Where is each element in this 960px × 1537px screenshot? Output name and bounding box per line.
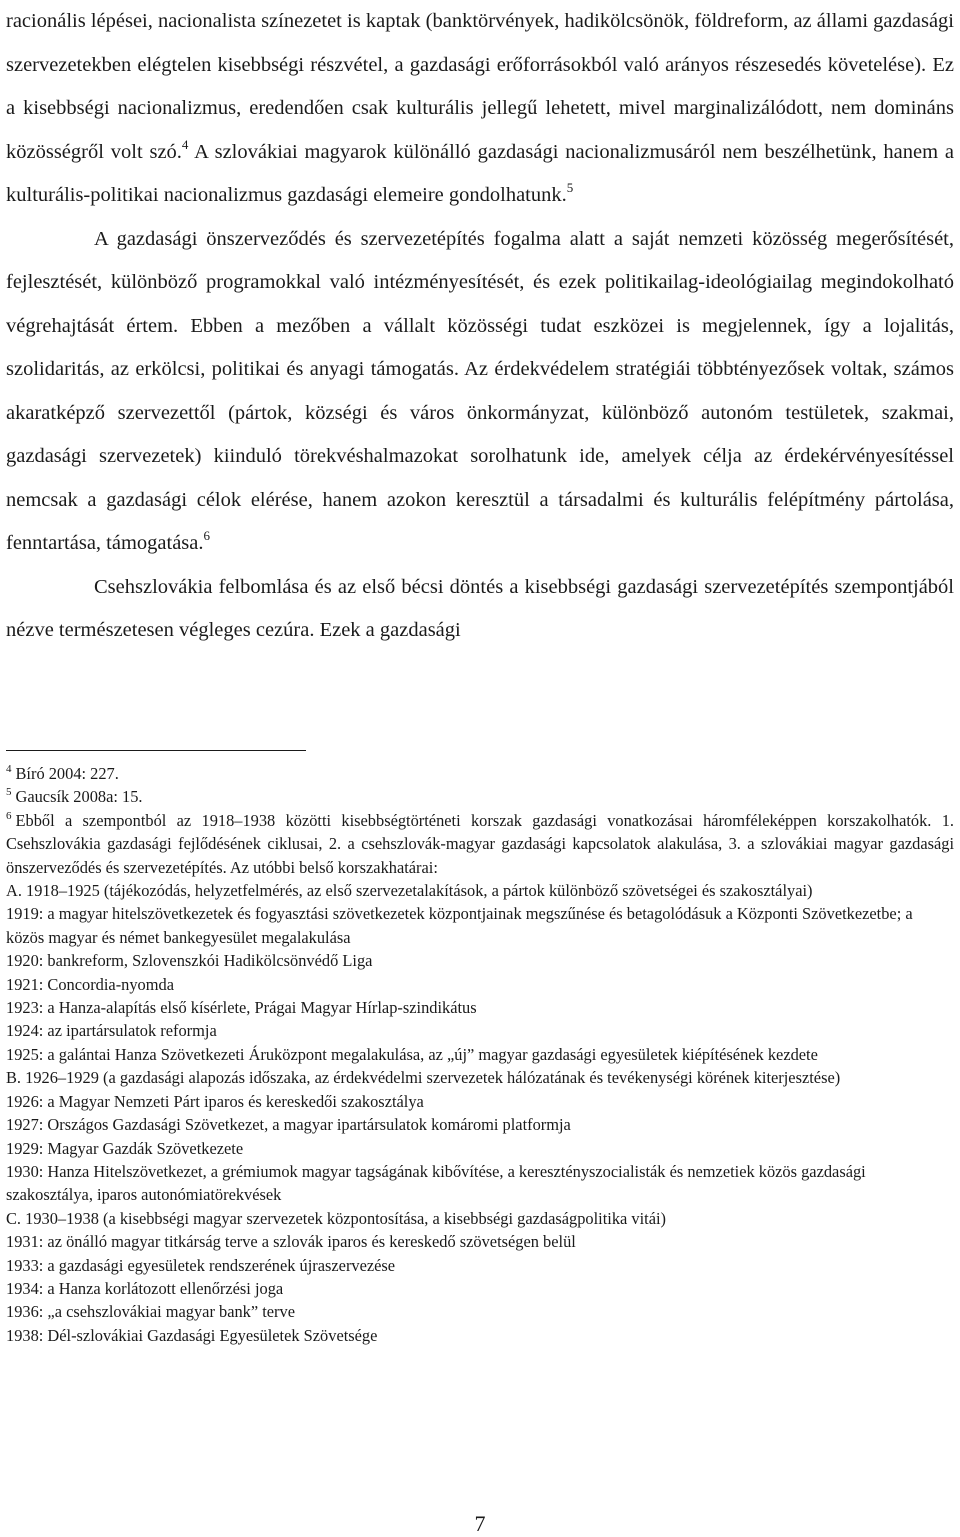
paragraph-3-text: Csehszlovákia felbomlása és az első bécsi döntés a kisebbségi gazdasági szervezetépítés szempontjából nézve természetesen végleges cezúra. Ezek a gazdasági [6,575,954,641]
footnote-6-text: Ebből a szempontból az 1918–1938 közötti kisebbségtörténeti korszak gazdasági vonatkozásai háromféleképpen korszakolhatók. 1. Csehszlovákia gazdasági fejlődésének ciklusai, 2. a csehszlovák-magyar gazdasági kapcsolatok alakulása, 3. a szlovákiai magyar gazdasági önszerveződés és szervezetépítés. Az utóbbi belső korszakhatárai: [6,810,954,877]
paragraph-3 [6,566,954,653]
paragraph-2-text: A gazdasági önszerveződés és szervezetépítés fogalma alatt a saját nemzeti közösség megerősítését, fejlesztését, különböző programokkal való intézményesítését, és ezek politikailag-ideológiailag megindokolható végrehajtását értem. Ebben a mezőben a vállalt közösségi tudat eszközei is megjelennek, így a lojalitás, szolidaritás, az erkölcsi, politikai és anyagi támogatás. Az érdekvédelem stratégiái többtényezősek voltak, számos akaratképző szervezettől (pártok, községi és város önkormányzat, különböző autonóm testületek, szakmai, gazdasági szervezetek) kiinduló törekvéshalmazokat sorolhatunk ide, amelyek célja az érdekérvényesítéssel nemcsak a gazdasági célok elérése, hanem azokon keresztül a társadalmi és kulturális felépítmény pártolása, fenntartása, támogatása. [6,227,954,554]
timeline-line: 1924: az ipartársulatok reformja [6,1021,217,1041]
page-number: 7 [474,1511,486,1536]
timeline-line: C. 1930–1938 (a kisebbségi magyar szervezetek központosítása, a kisebbségi gazdaságpolitika vitái) [6,1208,666,1228]
footnote-separator [6,750,306,751]
footnote-ref-5[interactable]: 5 [566,180,574,195]
footnote-5-text: Gaucsík 2008a: 15. [15,787,143,807]
timeline-line: 1927: Országos Gazdasági Szövetkezet, a magyar ipartársulatok komáromi platformja [6,1115,571,1135]
timeline-line: B. 1926–1929 (a gazdasági alapozás időszaka, az érdekvédelmi szervezetek hálózatának és tevékenységi körének kiterjesztése) [6,1068,841,1088]
timeline-line: 1931: az önálló magyar titkárság terve a szlovák iparos és kereskedő szövetségen belül [6,1232,576,1252]
footnote-5 [6,785,954,808]
body-text [6,0,954,653]
timeline-line: 1929: Magyar Gazdák Szövetkezete [6,1138,244,1158]
timeline-line: A. 1918–1925 (tájékozódás, helyzetfelmérés, az első szervezetalakítások, a pártok különböző szövetségei és szakosztályai) [6,881,813,901]
timeline-line: 1933: a gazdasági egyesületek rendszerének újraszervezése [6,1255,396,1275]
timeline-line: 1923: a Hanza-alapítás első kísérlete, Prágai Magyar Hírlap-szindikátus [6,998,477,1018]
footnote-ref-6[interactable]: 6 [203,528,211,543]
paragraph-1-text-a: racionális lépései, nacionalista színezetet is kaptak (banktörvények, hadikölcsönök, földreform, az állami gazdasági szervezetekben elégtelen kisebbségi részvétel, a gazdasági erőforrásokból való arányos részesedés követelése). Ez a kisebbségi nacionalizmus, eredendően csak kulturális jellegű lehetett, mivel marginalizálódott, nem domináns közösségről volt szó. [6,10,954,163]
paragraph-1-text-b: A szlovákiai magyarok különálló gazdasági nacionalizmusáról nem beszélhetünk, hanem a kulturális-politikai nacionalizmus gazdasági elemeire gondolhatunk. [6,140,954,206]
timeline-line: 1936: „a csehszlovákiai magyar bank” terve [6,1302,295,1322]
footnote-6 [6,809,954,879]
footnote-4-text: Bíró 2004: 227. [15,764,119,783]
timeline-line: 1920: bankreform, Szlovenszkói Hadikölcsönvédő Liga [6,951,373,971]
timeline-line: 1938: Dél-szlovákiai Gazdasági Egyesületek Szövetsége [6,1325,378,1345]
paragraph-1 [6,0,954,218]
footnotes [6,762,954,1347]
footnote-6-number: 6 [6,809,12,822]
timeline-line: 1925: a galántai Hanza Szövetkezeti Áruközpont megalakulása, az „új” magyar gazdasági egyesületek kiépítésének kezdete [6,1044,818,1064]
footnote-4 [6,762,954,785]
timeline-line: 1930: Hanza Hitelszövetkezet, a grémiumok magyar tagságának kibővítése, a keresztényszocialisták és nemzetiek közös gazdasági szakosztálya, iparos autonómiatörekvések [6,1161,866,1205]
timeline-line: 1919: a magyar hitelszövetkezetek és fogyasztási szövetkezetek központjainak megszűnése és betagolódásuk a Központi Szövetkezetbe; a közös magyar és német bankegyesület megalakulása [6,904,913,947]
timeline-line: 1934: a Hanza korlátozott ellenőrzési joga [6,1278,284,1298]
timeline-line: 1921: Concordia-nyomda [6,974,174,994]
footnote-4-number: 4 [6,763,12,775]
footnote-ref-4[interactable]: 4 [181,136,189,152]
paragraph-2 [6,218,954,566]
footnote-6-timeline [6,879,954,1347]
timeline-line: 1926: a Magyar Nemzeti Párt iparos és kereskedői szakosztálya [6,1091,424,1111]
footnote-5-number: 5 [6,786,12,799]
